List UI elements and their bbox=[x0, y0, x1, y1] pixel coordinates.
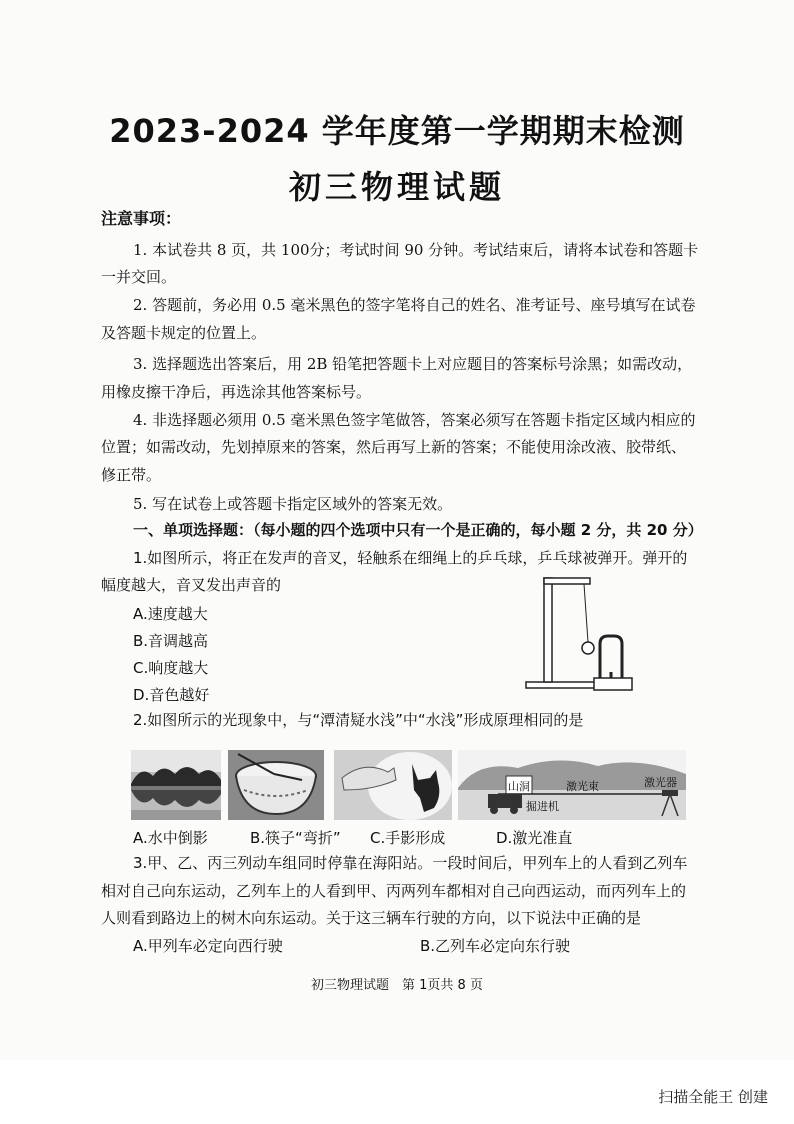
q3-option-a: A.甲列车必定向西行驶 bbox=[133, 937, 283, 955]
q2-option-b: B.筷子“弯折” bbox=[250, 829, 341, 847]
q1-stem-line2: 幅度越大，音叉发出声音的 bbox=[101, 576, 282, 594]
q3-option-b: B.乙列车必定向东行驶 bbox=[420, 937, 571, 955]
q1-option-c: C.响度越大 bbox=[133, 659, 209, 677]
section-heading: 一、单项选择题：（每小题的四个选项中只有一个是正确的，每小题 2 分，共 20 分） bbox=[133, 521, 703, 539]
machine-label: 掘进机 bbox=[526, 800, 559, 813]
notice-item-1: 1. 本试卷共 8 页，共 100分；考试时间 90 分钟。考试结束后，请将本试卷和答题卡 bbox=[133, 241, 699, 259]
beam-label: 激光束 bbox=[566, 780, 599, 793]
notice-item-3: 3. 选择题选出答案后，用 2B 铅笔把答题卡上对应题目的答案标号涂黑；如需改动， bbox=[133, 355, 693, 373]
q3-stem-line1: 3.甲、乙、丙三列动车组同时停靠在海阳站。一段时间后，甲列车上的人看到乙列车 bbox=[133, 854, 688, 872]
q1-option-d: D.音色越好 bbox=[133, 686, 210, 704]
exam-subtitle: 初三物理试题 bbox=[288, 168, 505, 206]
q1-option-a: A.速度越大 bbox=[133, 605, 208, 623]
mountain-label: 山洞 bbox=[508, 780, 530, 793]
page-footer: 初三物理试题 第 1页共 8 页 bbox=[311, 978, 483, 993]
laser-label: 激光器 bbox=[644, 776, 677, 789]
notice-item-2-cont: 及答题卡规定的位置上。 bbox=[101, 324, 267, 342]
q3-stem-line3: 人则看到路边上的树木向东运动。关于这三辆车行驶的方向，以下说法中正确的是 bbox=[101, 909, 642, 927]
q2-option-a: A.水中倒影 bbox=[133, 829, 208, 847]
q2-option-c: C.手影形成 bbox=[370, 829, 446, 847]
chopstick-bowl-photo bbox=[228, 750, 324, 820]
q1-option-b: B.音调越高 bbox=[133, 632, 209, 650]
notice-heading: 注意事项： bbox=[101, 209, 182, 228]
hand-shadow-photo bbox=[334, 750, 452, 820]
q1-stem-line1: 1.如图所示，将正在发声的音叉，轻触系在细绳上的乒乓球，乒乓球被弹开。弹开的 bbox=[133, 549, 688, 567]
q3-stem-line2: 相对自己向东运动，乙列车上的人看到甲、丙两列车都相对自己向西运动，而丙列车上的 bbox=[101, 882, 687, 900]
scanner-watermark: 扫描全能王 创建 bbox=[658, 1088, 768, 1106]
tuning-fork-figure bbox=[520, 574, 640, 694]
notice-item-4-cont: 位置；如需改动，先划掉原来的答案，然后再写上新的答案；不能使用涂改液、胶带纸、 bbox=[101, 438, 687, 456]
notice-item-2: 2. 答题前，务必用 0.5 毫米黑色的签字笔将自己的姓名、准考证号、座号填写在试卷 bbox=[133, 296, 696, 314]
exam-title: 2023-2024 学年度第一学期期末检测 bbox=[109, 112, 685, 150]
notice-item-5: 5. 写在试卷上或答题卡指定区域外的答案无效。 bbox=[133, 495, 453, 513]
q2-stem: 2.如图所示的光现象中，与“潭清疑水浅”中“水浅”形成原理相同的是 bbox=[133, 711, 584, 729]
q2-option-d: D.激光准直 bbox=[496, 829, 573, 847]
notice-item-4: 4. 非选择题必须用 0.5 毫米黑色签字笔做答，答案必须写在答题卡指定区域内相应的 bbox=[133, 411, 696, 429]
laser-tunnel-figure bbox=[458, 750, 686, 820]
reflection-photo bbox=[131, 750, 221, 820]
notice-item-1-cont: 一并交回。 bbox=[101, 268, 177, 286]
notice-item-3-cont: 用橡皮擦干净后，再选涂其他答案标号。 bbox=[101, 383, 372, 401]
notice-item-4-end: 修正带。 bbox=[101, 466, 162, 484]
